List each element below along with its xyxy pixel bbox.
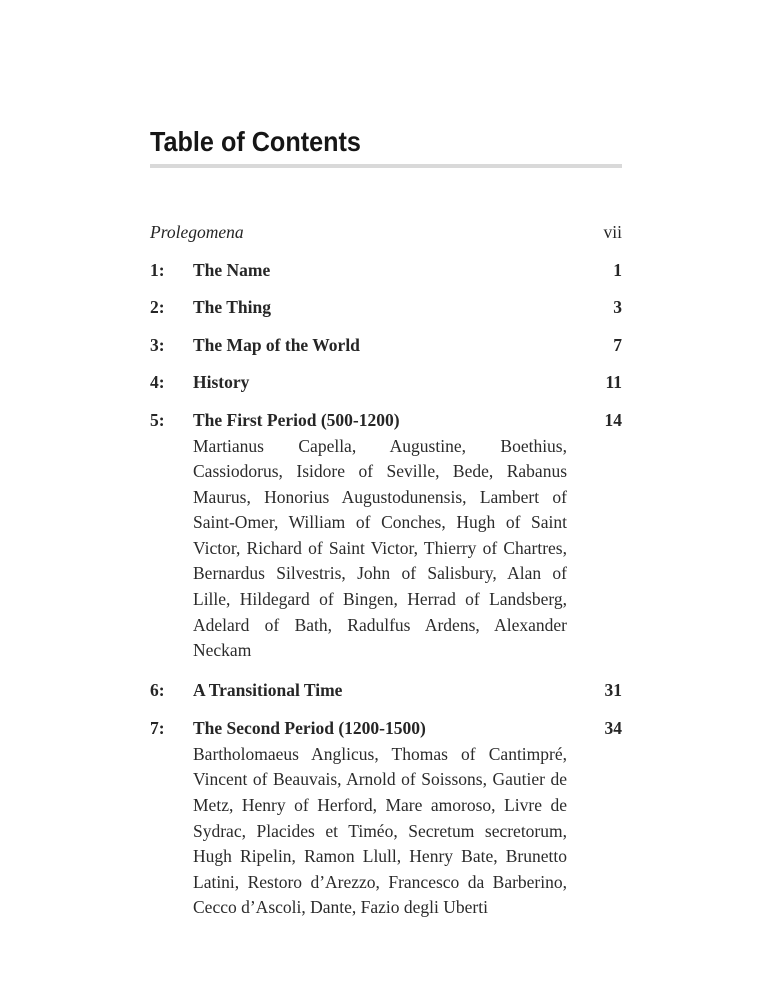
chapter-number: 7: bbox=[150, 717, 165, 738]
toc-entry-row bbox=[150, 718, 622, 921]
chapter-page-number: 31 bbox=[604, 680, 622, 701]
chapter-page-number: 7 bbox=[613, 334, 622, 355]
chapter-title: The Second Period (1200-1500) bbox=[193, 717, 426, 738]
chapter-body bbox=[193, 297, 567, 318]
chapter-number: 1: bbox=[150, 259, 165, 280]
chapter-body bbox=[193, 260, 567, 281]
toc-entry-row bbox=[150, 680, 622, 701]
toc-entry-row bbox=[150, 372, 622, 393]
page-title: Table of Contents bbox=[150, 126, 361, 157]
chapter-body bbox=[193, 410, 567, 664]
chapter-title: History bbox=[193, 372, 250, 392]
chapter-page-number: 34 bbox=[604, 717, 622, 738]
chapter-title: The First Period (500-1200) bbox=[193, 409, 400, 430]
chapter-body bbox=[193, 372, 567, 393]
chapter-title: The Name bbox=[193, 259, 271, 280]
toc-front-matter-row bbox=[150, 222, 622, 243]
chapter-title: A Transitional Time bbox=[193, 680, 343, 701]
toc-entry-row bbox=[150, 335, 622, 356]
title-rule-divider bbox=[150, 164, 622, 168]
chapter-page-number: 14 bbox=[604, 409, 622, 430]
toc-list bbox=[150, 222, 622, 921]
chapter-description: Martianus Capella, Augustine, Boethius, Cassiodorus, Isidore of Seville, Bede, Rabanus Maurus, Honorius Augustodunensis, Lambert of Saint-Omer, William of Conches, Hugh of Saint Victor, Richard of Saint Victor, Thierry of Chartres, Bernardus Silvestris, John of Salisbury, Alan of Lille, Hildegard of Bingen, Herrad of Landsberg, Adelard of Bath, Radulfus Ardens, Alexander Neckam bbox=[193, 435, 567, 661]
chapter-number: 3: bbox=[150, 334, 165, 355]
chapter-body bbox=[193, 680, 567, 701]
chapter-page-number: 1 bbox=[613, 259, 622, 280]
chapter-number: 2: bbox=[150, 297, 165, 317]
toc-entry-row bbox=[150, 297, 622, 318]
front-matter-page-number: vii bbox=[603, 222, 622, 242]
chapter-number: 5: bbox=[150, 409, 165, 430]
chapter-body bbox=[193, 718, 567, 921]
toc-entry-row bbox=[150, 410, 622, 664]
toc-entry-row bbox=[150, 260, 622, 281]
chapter-number: 4: bbox=[150, 372, 165, 392]
chapter-title: The Map of the World bbox=[193, 334, 360, 355]
chapter-title: The Thing bbox=[193, 297, 271, 317]
chapter-description: Bartholomaeus Anglicus, Thomas of Cantimpré, Vincent of Beauvais, Arnold of Soissons, Gautier de Metz, Henry of Herford, Mare amoroso, Livre de Sydrac, Placides et Timéo, Secretum secretorum, Hugh Ripelin, Ramon Llull, Henry Bate, Brunetto Latini, Restoro d’Arezzo, Francesco da Barberino, Cecco d’Ascoli, Dante, Fazio degli Uberti bbox=[193, 743, 567, 918]
chapter-body bbox=[193, 335, 567, 356]
chapter-page-number: 11 bbox=[605, 372, 622, 392]
chapter-page-number: 3 bbox=[613, 297, 622, 317]
front-matter-label: Prolegomena bbox=[150, 222, 244, 242]
chapter-number: 6: bbox=[150, 680, 165, 701]
